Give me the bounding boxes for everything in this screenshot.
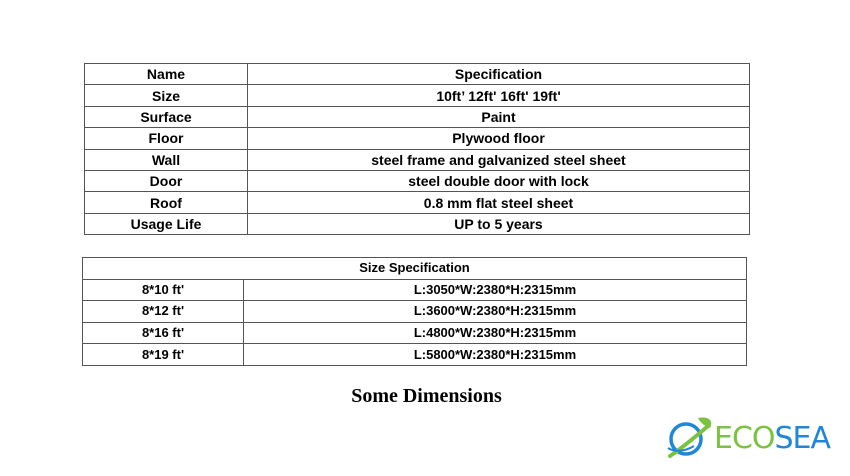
row-value: Paint — [248, 106, 750, 127]
row-label: Size — [85, 85, 248, 106]
table-row — [83, 301, 747, 323]
row-label: Surface — [85, 106, 248, 127]
row-value: 0.8 mm flat steel sheet — [248, 192, 750, 213]
logo-text-sea: SEA — [774, 421, 831, 456]
header-name: Name — [85, 64, 248, 85]
row-label: Wall — [85, 149, 248, 170]
row-label: Usage Life — [85, 213, 248, 234]
table-row — [85, 85, 750, 106]
size-dimensions: L:5800*W:2380*H:2315mm — [244, 344, 747, 366]
globe-swoosh-icon — [664, 412, 720, 464]
caption: Some Dimensions — [351, 385, 502, 407]
row-value: Plywood floor — [248, 128, 750, 149]
table-row — [85, 149, 750, 170]
size-label: 8*19 ft' — [83, 344, 244, 366]
table-row — [83, 344, 747, 366]
table-row — [85, 106, 750, 127]
header-specification: Specification — [248, 64, 750, 85]
size-specification-table — [82, 257, 747, 366]
table-row — [83, 322, 747, 344]
table-row — [85, 192, 750, 213]
logo-text-eco: ECO — [714, 421, 775, 456]
size-dimensions: L:3600*W:2380*H:2315mm — [244, 301, 747, 323]
table-row — [85, 128, 750, 149]
logo-text — [714, 422, 830, 456]
row-label: Floor — [85, 128, 248, 149]
row-value: steel frame and galvanized steel sheet — [248, 149, 750, 170]
ecosea-logo — [664, 412, 834, 464]
table-header-row — [85, 64, 750, 85]
size-label: 8*10 ft' — [83, 279, 244, 301]
table-row — [85, 213, 750, 234]
row-value: UP to 5 years — [248, 213, 750, 234]
specification-table — [84, 63, 750, 235]
row-value: steel double door with lock — [248, 170, 750, 191]
size-label: 8*16 ft' — [83, 322, 244, 344]
row-label: Door — [85, 170, 248, 191]
table-row — [83, 279, 747, 301]
size-dimensions: L:3050*W:2380*H:2315mm — [244, 279, 747, 301]
table-row — [85, 170, 750, 191]
size-dimensions: L:4800*W:2380*H:2315mm — [244, 322, 747, 344]
table-title-row — [83, 258, 747, 280]
size-specification-title: Size Specification — [83, 258, 747, 280]
row-label: Roof — [85, 192, 248, 213]
row-value: 10ft’ 12ft' 16ft' 19ft' — [248, 85, 750, 106]
size-label: 8*12 ft' — [83, 301, 244, 323]
